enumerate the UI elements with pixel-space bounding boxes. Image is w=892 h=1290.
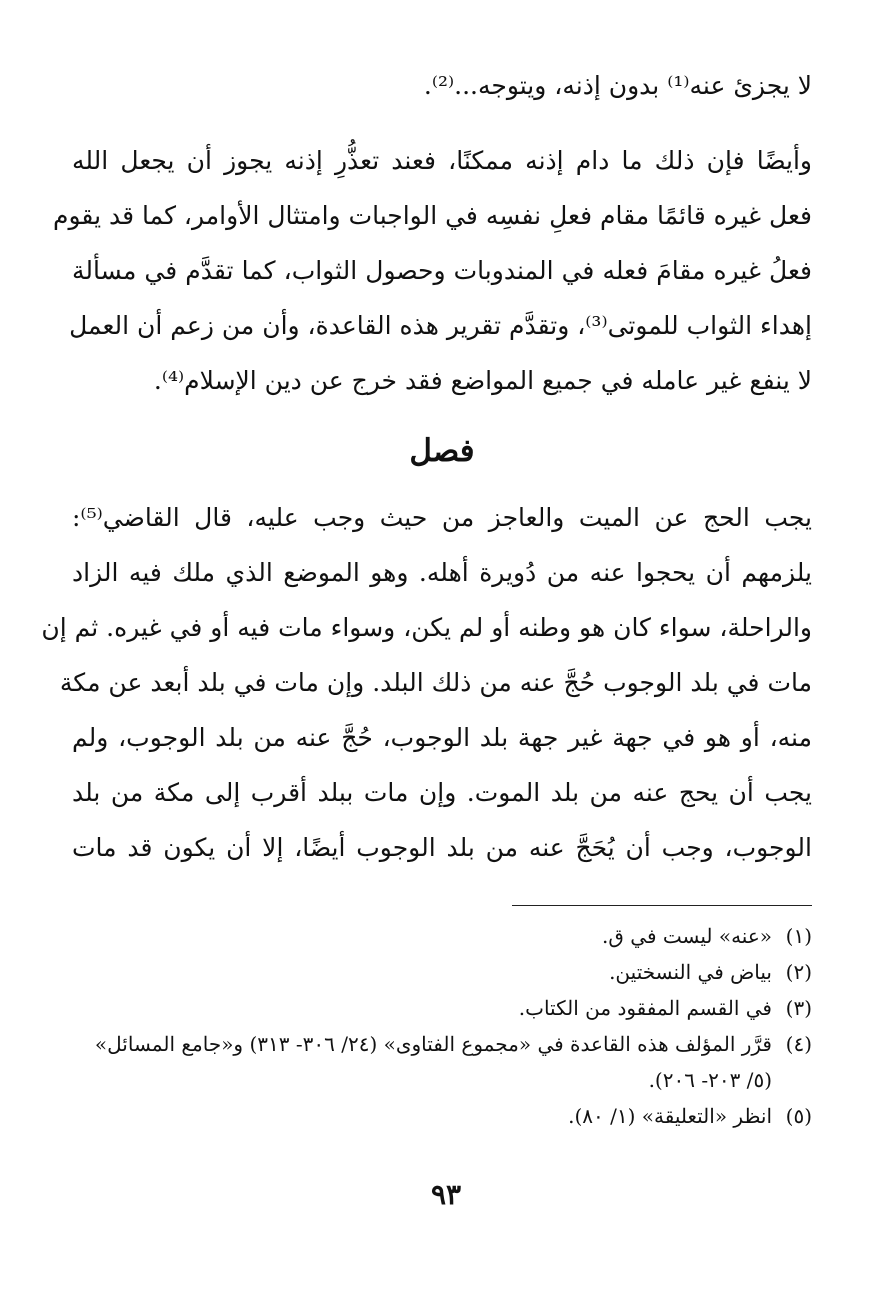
- footnote-number: (٢): [785, 960, 812, 984]
- footnote-item: [72, 1026, 812, 1098]
- footnote-item: [72, 918, 812, 954]
- footnotes: [72, 918, 812, 1134]
- footnote-text: في القسم المفقود من الكتاب.: [518, 996, 772, 1020]
- footnote-text: بياض في النسختين.: [609, 960, 772, 984]
- section-heading: فصل: [409, 433, 475, 469]
- text-line: والراحلة، سواء كان هو وطنه أو لم يكن، وسواء مات فيه أو في غيره. ثم إن: [41, 613, 812, 642]
- text-line: لا يجزئ عنه⁽¹⁾ بدون إذنه، ويتوجه...⁽²⁾.: [423, 71, 812, 100]
- footnote-item: [72, 954, 812, 990]
- paragraph-1: [72, 58, 812, 113]
- footnote-number: (٣): [785, 996, 812, 1020]
- paragraph-2: [53, 133, 812, 408]
- page-number: ٩٣: [430, 1178, 462, 1211]
- text-line: يلزمهم أن يحجوا عنه من دُويرة أهله. وهو الموضع الذي ملك فيه الزاد: [72, 558, 812, 587]
- text-line: يجب الحج عن الميت والعاجز من حيث وجب عليه، قال القاضي⁽⁵⁾:: [72, 503, 812, 532]
- text-line: وأيضًا فإن ذلك ما دام إذنه ممكنًا، فعند تعذُّرِ إذنه يجوز أن يجعل الله: [72, 146, 812, 175]
- footnote-text: انظر «التعليقة» (١/ ٨٠).: [568, 1104, 772, 1128]
- footnote-text: قرَّر المؤلف هذه القاعدة في «مجموع الفتاوى» (٢٤/ ٣٠٦- ٣١٣) و«جامع المسائل» (٥/ ٢٠٣- ٢٠٦).: [94, 1032, 772, 1092]
- text-line: فعلُ غيره مقامَ فعله في المندوبات وحصول الثواب، كما تقدَّم في مسألة: [72, 256, 812, 285]
- text-line: مات في بلد الوجوب حُجَّ عنه من ذلك البلد. وإن مات في بلد أبعد عن مكة: [59, 668, 812, 697]
- footnote-item: [72, 1098, 812, 1134]
- footnote-divider: [512, 905, 812, 906]
- text-line: الوجوب، وجب أن يُحَجَّ عنه من بلد الوجوب أيضًا، إلا أن يكون قد مات: [72, 833, 812, 862]
- text-line: يجب أن يحج عنه من بلد الموت. وإن مات ببلد أقرب إلى مكة من بلد: [72, 778, 812, 807]
- footnote-text: «عنه» ليست في ق.: [602, 924, 772, 948]
- footnote-number: (٤): [785, 1032, 812, 1056]
- footnote-number: (٥): [785, 1104, 812, 1128]
- text-line: لا ينفع غير عامله في جميع المواضع فقد خرج عن دين الإسلام⁽⁴⁾.: [153, 366, 812, 395]
- text-line: إهداء الثواب للموتى⁽³⁾، وتقدَّم تقرير هذه القاعدة، وأن من زعم أن العمل: [69, 311, 812, 340]
- paragraph-3: [41, 490, 812, 875]
- text-line: منه، أو هو في جهة غير جهة بلد الوجوب، حُجَّ عنه من بلد الوجوب، ولم: [72, 723, 812, 752]
- paragraph-gap: [72, 113, 812, 133]
- footnote-number: (١): [785, 924, 812, 948]
- text-line: فعل غيره قائمًا مقام فعلِ نفسِه في الواجبات وامتثال الأوامر، كما قد يقوم: [53, 201, 812, 230]
- footnote-item: [72, 990, 812, 1026]
